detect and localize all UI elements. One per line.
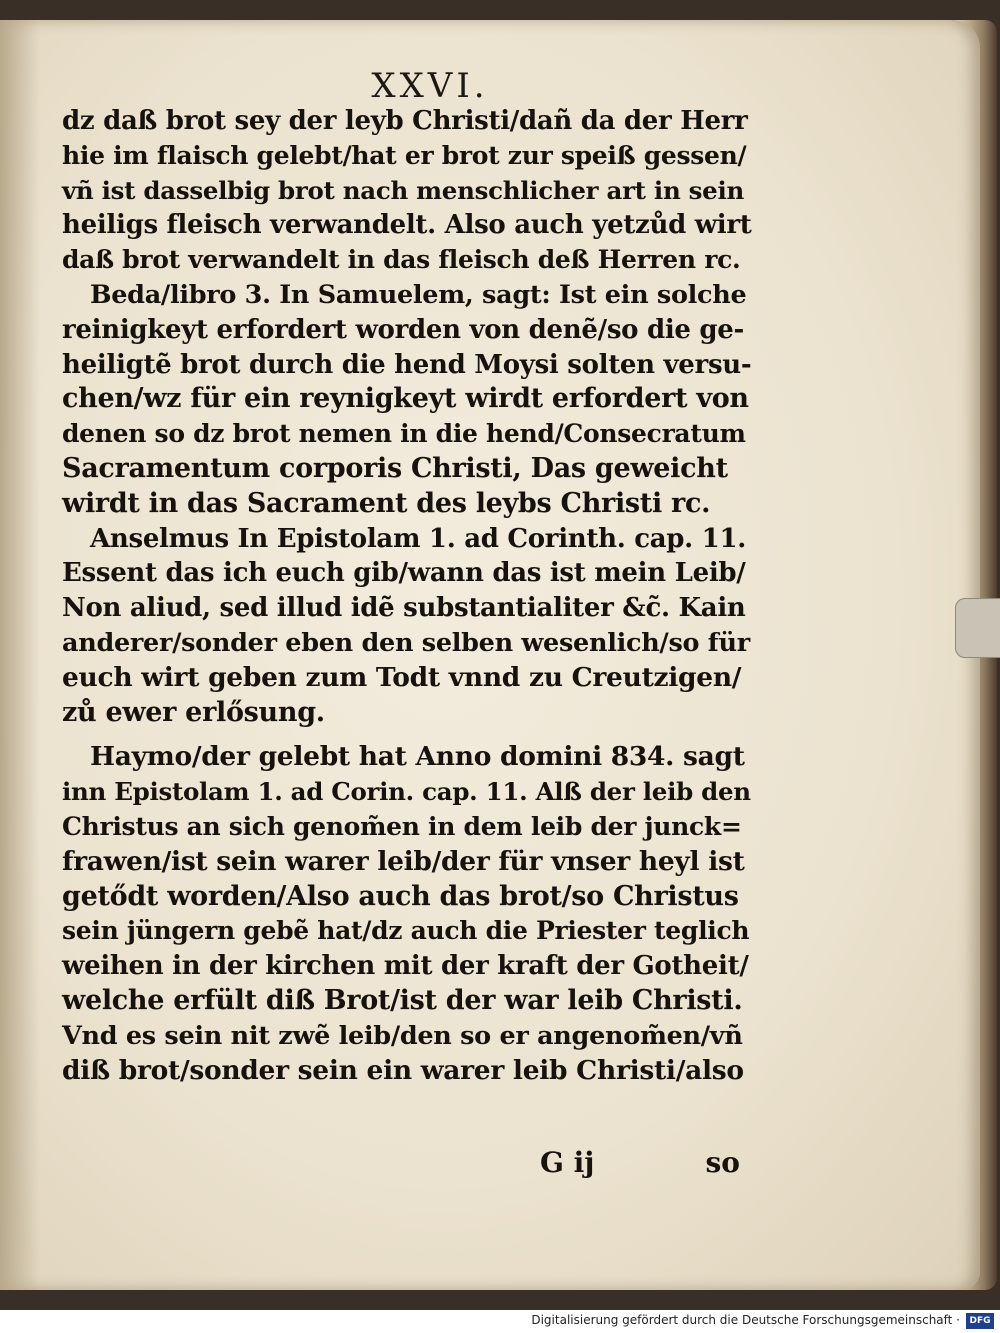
signature-mark: G ij bbox=[540, 1146, 595, 1179]
digitization-credit: Digitalisierung gefördert durch die Deutsche Forschungsgemeinschaft · bbox=[531, 1313, 960, 1327]
page-gutter bbox=[0, 20, 40, 1290]
text-line: heiligs fleisch verwandelt. Also auch yetzůd wirt bbox=[62, 210, 752, 241]
text-line: Christus an sich genom̃en in dem leib der junck= bbox=[62, 811, 742, 841]
text-line: inn Epistolam 1. ad Corin. cap. 11. Alß der leib den bbox=[62, 777, 751, 807]
text-line: reinigkeyt erfordert worden von denẽ/so die ge- bbox=[62, 314, 745, 345]
text-line: Haymo/der gelebt hat Anno domini 834. sagt bbox=[90, 741, 745, 773]
text-line: vñ ist dasselbig brot nach menschlicher art in sein bbox=[62, 175, 744, 205]
page-tab-marker bbox=[955, 598, 1000, 658]
page-footer bbox=[540, 1146, 740, 1179]
running-head: XXVI. bbox=[371, 66, 489, 106]
catchword: so bbox=[705, 1146, 740, 1179]
text-line: frawen/ist sein warer leib/der für vnser heyl ist bbox=[62, 845, 745, 877]
text-line: euch wirt geben zum Todt vnnd zu Creutzigen/ bbox=[62, 661, 742, 693]
text-line: Beda/libro 3. In Samuelem, sagt: Ist ein solche bbox=[90, 279, 747, 310]
text-line: sein jüngern gebẽ hat/dz auch die Priester teglich bbox=[62, 916, 750, 946]
text-line: welche erfült diß Brot/ist der war leib Christi. bbox=[62, 984, 743, 1016]
text-line: denen so dz brot nemen in die hend/Consecratum bbox=[62, 419, 746, 449]
text-line: Non aliud, sed illud idẽ substantialiter &c̃. Kain bbox=[62, 593, 746, 624]
text-line: zů ewer erlősung. bbox=[62, 696, 325, 728]
text-line: Essent das ich euch gib/wann das ist mein Leib/ bbox=[62, 558, 746, 589]
paragraph-gap bbox=[62, 730, 752, 740]
dfg-logo-icon: DFG bbox=[966, 1313, 994, 1329]
text-line: heiligtẽ brot durch die hend Moysi solten versu- bbox=[62, 349, 752, 380]
text-line: anderer/sonder eben den selben wesenlich/so für bbox=[62, 627, 750, 658]
text-line: getődt worden/Also auch das brot/so Christus bbox=[62, 880, 739, 912]
text-line: dz daß brot sey der leyb Christi/dañ da der Herr bbox=[62, 106, 748, 136]
text-line: Anselmus In Epistolam 1. ad Corinth. cap. 11. bbox=[90, 523, 747, 554]
text-line: diß brot/sonder sein ein warer leib Christi/also bbox=[62, 1054, 744, 1086]
body-text bbox=[62, 104, 752, 1088]
text-line: chen/wz für ein reynigkeyt wirdt erfordert von bbox=[62, 383, 749, 415]
text-line: weihen in der kirchen mit der kraft der Gotheit/ bbox=[62, 951, 749, 982]
text-line: daß brot verwandelt in das fleisch deß Herren rc. bbox=[62, 245, 741, 275]
text-line: Sacramentum corporis Christi, Das geweicht bbox=[62, 452, 728, 484]
text-line: hie im flaisch gelebt/hat er brot zur speiß gessen/ bbox=[62, 140, 747, 170]
text-line: Vnd es sein nit zwẽ leib/den so er angenom̃en/vñ bbox=[62, 1020, 743, 1051]
text-line: wirdt in das Sacrament des leybs Christi rc. bbox=[62, 487, 711, 519]
